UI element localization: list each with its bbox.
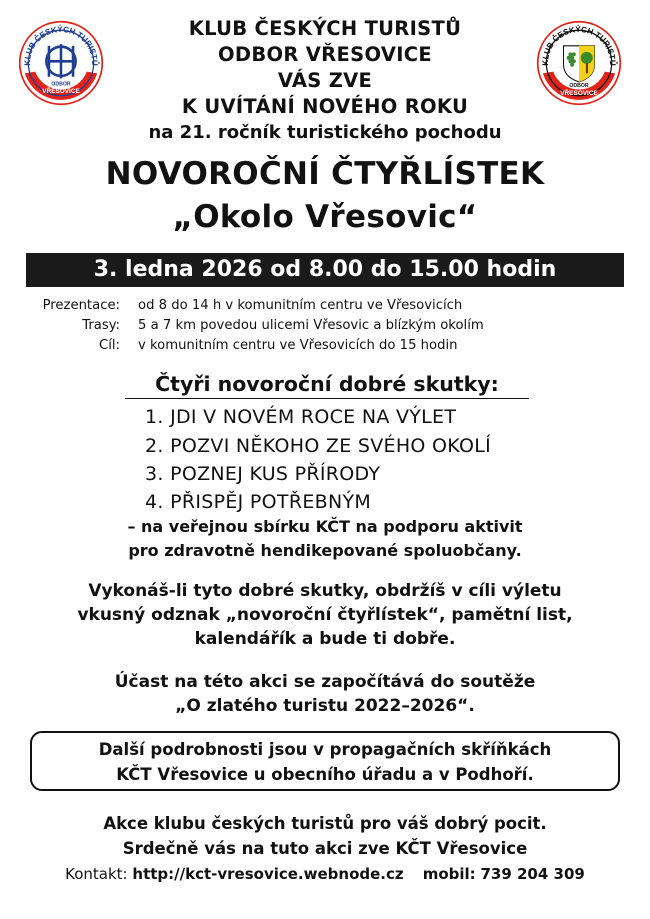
footer-line1: Akce klubu českých turistů pro váš dobrý pocit.: [103, 814, 547, 833]
event-info: [0, 296, 650, 358]
competition-line1: Účast na této akci se započítává do soutěže: [114, 672, 536, 692]
reward-line1: Vykonáš-li tyto dobré skutky, obdržíš v cíli výletu: [88, 581, 562, 601]
info-label-registration: Prezentace:: [42, 298, 120, 313]
deeds-title: Čtyři novoroční dobré skutky:: [125, 372, 529, 399]
header-invite: VÁS ZVE: [277, 69, 373, 92]
info-label-routes: Trasy:: [82, 318, 120, 333]
deed-item: 3. POZNEJ KUS PŘÍRODY: [145, 463, 381, 485]
website-link[interactable]: http://kct-vresovice.webnode.cz: [132, 865, 404, 883]
phone-number: 739 204 309: [480, 865, 585, 883]
header-edition: na 21. ročník turistického pochodu: [148, 122, 502, 143]
header-branch: ODBOR VŘESOVICE: [217, 43, 432, 66]
deeds-note-line2: pro zdravotně hendikepované spoluobčany.: [128, 541, 522, 560]
logo-right-ring-text: KLUB ČESKÝCH TURISTŮ: [541, 24, 617, 66]
deed-item: 1. JDI V NOVÉM ROCE NA VÝLET: [145, 406, 457, 428]
event-subtitle: „Okolo Vřesovic“: [172, 199, 478, 235]
info-value-routes: 5 a 7 km povedou ulicemi Vřesovic a blízkým okolím: [138, 318, 484, 333]
event-date-bar: 3. ledna 2026 od 8.00 do 15.00 hodin: [26, 253, 624, 287]
info-label-finish: Cíl:: [99, 338, 120, 353]
logo-left-town: VŘESOVICE: [42, 88, 80, 96]
phone-label: mobil:: [422, 865, 476, 883]
footer-contact: [0, 865, 650, 883]
reward-line3: kalendářík a bude ti dobře.: [194, 629, 456, 649]
deed-item: 2. POZVI NĚKOHO ZE SVÉHO OKOLÍ: [145, 435, 492, 457]
logo-right-town: VŘESOVICE: [560, 89, 598, 97]
logo-left-odbor: ODBOR: [51, 81, 71, 88]
deed-item: 4. PŘISPĚJ POTŘEBNÝM: [145, 491, 372, 513]
details-line1: Další podrobnosti jsou v propagačních skříňkách: [98, 740, 552, 759]
contact-label: Kontakt:: [65, 865, 128, 883]
details-line2: KČT Vřesovice u obecního úřadu a v Podhoří.: [116, 765, 534, 784]
info-value-finish: v komunitním centru ve Vřesovicích do 15 hodin: [138, 338, 458, 353]
header-welcome: K UVÍTÁNÍ NOVÉHO ROKU: [181, 95, 469, 118]
info-value-registration: od 8 do 14 h v komunitním centru ve Vřesovicích: [138, 298, 463, 313]
event-title: NOVOROČNÍ ČTYŘLÍSTEK: [105, 156, 545, 192]
deeds-note-line1: – na veřejnou sbírku KČT na podporu aktivit: [127, 517, 523, 536]
logo-left-ring-text: KLUB ČESKÝCH TURISTŮ: [23, 24, 99, 66]
reward-line2: vkusný odznak „novoroční čtyřlístek“, pamětní list,: [77, 605, 573, 625]
header-club: KLUB ČESKÝCH TURISTŮ: [188, 17, 462, 40]
logo-right-odbor: ODBOR: [569, 83, 589, 90]
competition-line2: „O zlatého turistu 2022–2026“.: [175, 696, 475, 716]
footer-line2: Srdečně vás na tuto akci zve KČT Vřesovice: [122, 839, 528, 858]
